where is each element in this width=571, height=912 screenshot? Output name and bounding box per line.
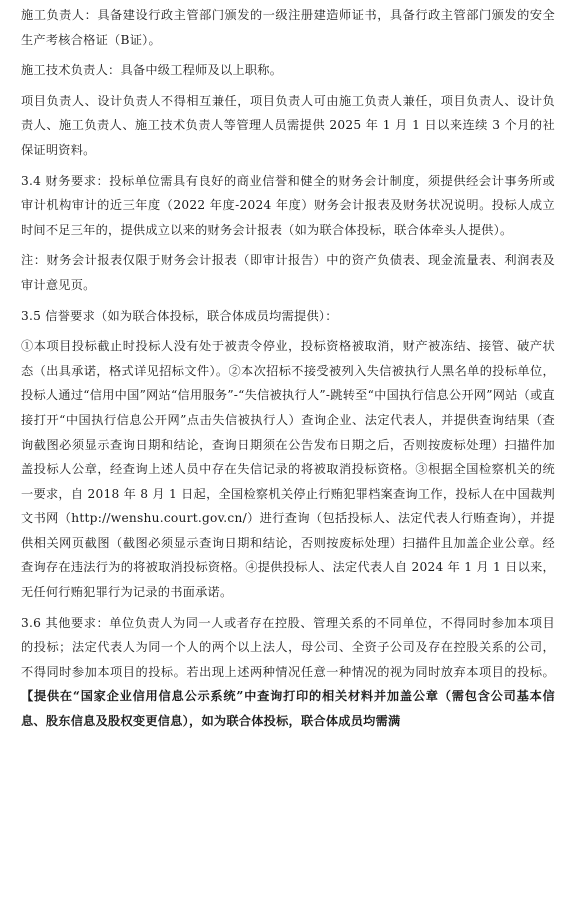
paragraph-financial-requirements: 3.4 财务要求：投标单位需具有良好的商业信誉和健全的财务会计制度，须提供经会计事务所或审计机构审计的近三年度（2022 年度-2024 年度）财务会计报表及财务状况说明。投标人成立时间不足三年的，提供成立以来的财务会计报表（如为联合体投标，联合体牵头人提供）。	[21, 173, 555, 237]
paragraph-credit-heading: 3.5 信誉要求（如为联合体投标，联合体成员均需提供）：	[21, 308, 338, 323]
other-requirements-text: 3.6 其他要求：单位负责人为同一人或者存在控股、管理关系的不同单位，不得同时参加本项目的投标；法定代表人为同一个人的两个以上法人，母公司、全资子公司及存在控股关系的公司，不得同时参加本项目的投标。若出现上述两种情况任意一种情况的视为同时放弃本项目的投标。	[21, 615, 555, 679]
paragraph-other-requirements	[21, 611, 555, 734]
other-requirements-bold-text: 【提供在“国家企业信用信息公示系统”中查询打印的相关材料并加盖公章（需包含公司基本信息、股东信息及股权变更信息），如为联合体投标，联合体成员均需满	[21, 689, 555, 729]
paragraph-construction-leader: 施工负责人：具备建设行政主管部门颁发的一级注册建造师证书，具备行政主管部门颁发的安全生产考核合格证（B证）。	[21, 8, 555, 47]
paragraph-technical-leader: 施工技术负责人：具备中级工程师及以上职称。	[21, 63, 283, 78]
paragraph-credit-requirements: ①本项目投标截止时投标人没有处于被责令停业，投标资格被取消，财产被冻结、接管、破产状态（出具承诺，格式详见招标文件）。②本次招标不接受被列入失信被执行人黑名单的投标单位，投标人通过“信用中国”网站“信用服务”-“失信被执行人”-跳转至“中国执行信息公开网”网站（或直接打开“中国执行信息公开网”点击失信被执行人）查询企业、法定代表人，并提供查询结果（查询截图必须显示查询日期和结论，查询日期须在公告发布日期之后，否则按废标处理）扫描件加盖投标人公章，经查询上述人员中存在失信记录的将被取消投标资格。③根据全国检察机关的统一要求，自 2018 年 8 月 1 日起，全国检察机关停止行贿犯罪档案查询工作，投标人在中国裁判文书网（http://wenshu.court.gov.cn/）进行查询（包括投标人、法定代表人行贿查询），并提供相关网页截图（截图必须显示查询日期和结论，否则按废标处理）扫描件且加盖企业公章。经查询存在违法行为的将被取消投标资格。④提供投标人、法定代表人自 2024 年 1 月 1 日以来，无任何行贿犯罪行为记录的书面承诺。	[21, 339, 555, 600]
paragraph-financial-note: 注：财务会计报表仅限于财务会计报表（即审计报告）中的资产负债表、现金流量表、利润表及审计意见页。	[21, 253, 555, 292]
paragraph-personnel-requirements: 项目负责人、设计负责人不得相互兼任，项目负责人可由施工负责人兼任，项目负责人、设计负责人、施工负责人、施工技术负责人等管理人员需提供 2025 年 1 月 1 日以来连续 3 个月的社保证明资料。	[21, 93, 555, 157]
